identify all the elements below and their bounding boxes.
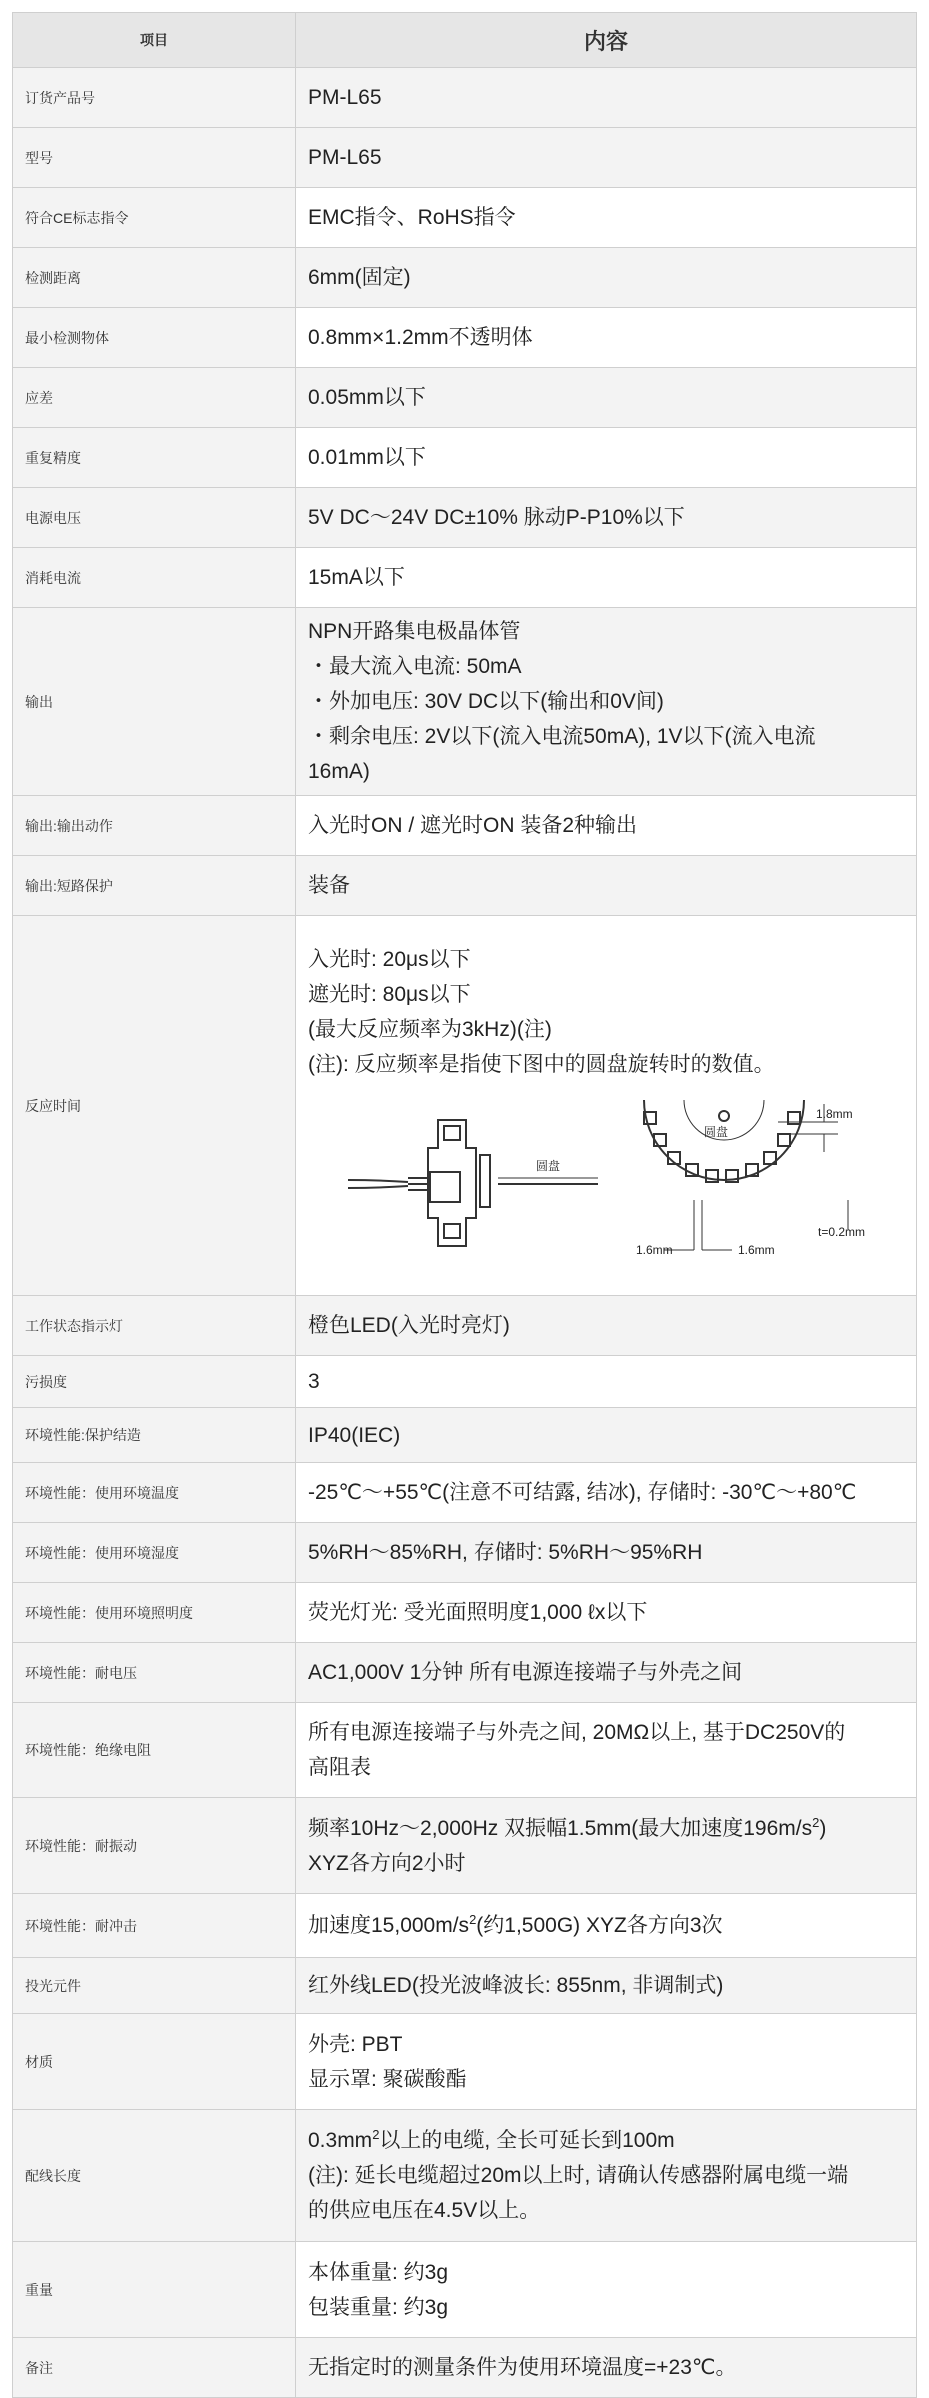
- row-key: 环境性能：使用环境照明度: [13, 1583, 296, 1643]
- row-key: 订货产品号: [13, 68, 296, 128]
- table-row: [13, 488, 917, 548]
- table-row: [13, 128, 917, 188]
- table-row: [13, 1894, 917, 1958]
- row-key: 应差: [13, 368, 296, 428]
- table-row: [13, 248, 917, 308]
- row-key: 重量: [13, 2242, 296, 2338]
- row-key: 投光元件: [13, 1958, 296, 2014]
- row-key: 符合CE标志指令: [13, 188, 296, 248]
- row-value: 装备: [296, 856, 917, 916]
- row-key: 反应时间: [13, 916, 296, 1296]
- row-value: PM-L65: [296, 68, 917, 128]
- row-key: 配线长度: [13, 2110, 296, 2242]
- wiring-text: 0.3mm: [308, 2129, 373, 2152]
- row-key: 备注: [13, 2338, 296, 2398]
- row-value: [296, 1894, 917, 1958]
- row-key: 污损度: [13, 1356, 296, 1408]
- row-value: PM-L65: [296, 128, 917, 188]
- wiring-rest: 以上的电缆, 全长可延长到100m: [379, 2129, 675, 2152]
- table-row: [13, 1296, 917, 1356]
- header-content: 内容: [296, 13, 917, 68]
- vibration-line: [308, 1811, 904, 1846]
- row-key: 输出: [13, 608, 296, 796]
- row-key: 重复精度: [13, 428, 296, 488]
- material-line: 显示罩: 聚碳酸酯: [308, 2067, 467, 2091]
- table-row: [13, 1408, 917, 1463]
- table-row: [13, 368, 917, 428]
- row-value: [296, 608, 917, 796]
- weight-line: 包装重量: 约3g: [308, 2295, 449, 2319]
- dim-left: 1.6mm: [636, 1242, 673, 1257]
- row-key: 输出:短路保护: [13, 856, 296, 916]
- table-row: [13, 308, 917, 368]
- response-line: 入光时: 20μs以下: [308, 947, 471, 971]
- row-value: [296, 1798, 917, 1894]
- row-value: 红外线LED(投光波峰波长: 855nm, 非调制式): [296, 1958, 917, 2014]
- row-value: [296, 916, 917, 1296]
- disk-label-right: 圆盘: [704, 1124, 729, 1139]
- row-value: EMC指令、RoHS指令: [296, 188, 917, 248]
- row-value: 3: [296, 1356, 917, 1408]
- row-key: 最小检测物体: [13, 308, 296, 368]
- row-key: 检测距离: [13, 248, 296, 308]
- material-line: 外壳: PBT: [308, 2032, 403, 2056]
- response-line: 遮光时: 80μs以下: [308, 982, 471, 1006]
- output-line: ・外加电压: 30V DC以下(输出和0V间): [308, 690, 664, 713]
- output-line: ・剩余电压: 2V以下(流入电流50mA), 1V以下(流入电流: [308, 725, 816, 748]
- vibration-close: ): [819, 1816, 827, 1840]
- table-row: [13, 1463, 917, 1523]
- row-key: 环境性能：耐电压: [13, 1643, 296, 1703]
- output-line: NPN开路集电极晶体管: [308, 620, 521, 643]
- row-value: [296, 1703, 917, 1798]
- wiring-note-line: 的供应电压在4.5V以上。: [308, 2199, 541, 2222]
- table-row: [13, 1643, 917, 1703]
- row-key: 环境性能：耐振动: [13, 1798, 296, 1894]
- table-row: [13, 856, 917, 916]
- spec-table: [12, 12, 917, 2398]
- row-value: 5V DC～24V DC±10% 脉动P-P10%以下: [296, 488, 917, 548]
- table-row: [13, 916, 917, 1296]
- row-value: 6mm(固定): [296, 248, 917, 308]
- table-row: [13, 1523, 917, 1583]
- table-row: [13, 2242, 917, 2338]
- disk-label-left: 圆盘: [536, 1158, 561, 1173]
- table-row: [13, 1958, 917, 2014]
- disk-diagram: [308, 1100, 908, 1270]
- row-value: [296, 2014, 917, 2110]
- table-row: [13, 1356, 917, 1408]
- table-row: [13, 2110, 917, 2242]
- row-value: 0.8mm×1.2mm不透明体: [296, 308, 917, 368]
- row-value: 无指定时的测量条件为使用环境温度=+23℃。: [296, 2338, 917, 2398]
- wiring-note-line: (注): 延长电缆超过20m以上时, 请确认传感器附属电缆一端: [308, 2164, 849, 2187]
- row-key: 型号: [13, 128, 296, 188]
- dim-top: 1.8mm: [816, 1106, 853, 1121]
- row-key: 环境性能:保护结造: [13, 1408, 296, 1463]
- table-row: [13, 428, 917, 488]
- dim-t: t=0.2mm: [818, 1224, 866, 1239]
- row-value: [296, 2110, 917, 2242]
- row-value: 5%RH～85%RH, 存储时: 5%RH～95%RH: [296, 1523, 917, 1583]
- impact-rest: (约1,500G) XYZ各方向3次: [476, 1914, 723, 1937]
- vibration-text: 频率10Hz～2,000Hz 双振幅1.5mm(最大加速度196m/s: [308, 1816, 813, 1840]
- row-key: 环境性能：使用环境温度: [13, 1463, 296, 1523]
- vibration-exponent: 2: [812, 1814, 820, 1830]
- row-key: 工作状态指示灯: [13, 1296, 296, 1356]
- row-key: 材质: [13, 2014, 296, 2110]
- row-value: -25℃～+55℃(注意不可结露, 结冰), 存储时: -30℃～+80℃: [296, 1463, 917, 1523]
- insulation-line: 高阻表: [308, 1756, 371, 1779]
- row-value: IP40(IEC): [296, 1408, 917, 1463]
- table-row: [13, 2338, 917, 2398]
- row-key: 环境性能：使用环境湿度: [13, 1523, 296, 1583]
- table-row: [13, 68, 917, 128]
- row-value: AC1,000V 1分钟 所有电源连接端子与外壳之间: [296, 1643, 917, 1703]
- table-row: [13, 1583, 917, 1643]
- output-line: 16mA): [308, 760, 370, 783]
- row-value: 入光时ON / 遮光时ON 装备2种输出: [296, 796, 917, 856]
- response-line: (注): 反应频率是指使下图中的圆盘旋转时的数值。: [308, 1052, 775, 1076]
- row-value: 0.01mm以下: [296, 428, 917, 488]
- vibration-line-2: XYZ各方向2小时: [308, 1851, 466, 1875]
- table-row: [13, 796, 917, 856]
- wiring-line: [308, 2123, 904, 2158]
- row-value: 15mA以下: [296, 548, 917, 608]
- table-row: [13, 188, 917, 248]
- row-value: 0.05mm以下: [296, 368, 917, 428]
- row-value: [296, 2242, 917, 2338]
- header-row: [13, 13, 917, 68]
- dim-right: 1.6mm: [738, 1242, 775, 1257]
- table-row: [13, 1798, 917, 1894]
- row-key: 环境性能：耐冲击: [13, 1894, 296, 1958]
- table-row: [13, 1703, 917, 1798]
- impact-exponent: 2: [469, 1912, 477, 1927]
- weight-line: 本体重量: 约3g: [308, 2260, 449, 2284]
- impact-text: 加速度15,000m/s: [308, 1914, 470, 1937]
- table-row: [13, 608, 917, 796]
- row-key: 输出:输出动作: [13, 796, 296, 856]
- wiring-exponent: 2: [372, 2127, 380, 2142]
- row-key: 电源电压: [13, 488, 296, 548]
- table-row: [13, 2014, 917, 2110]
- row-key: 消耗电流: [13, 548, 296, 608]
- row-value: 橙色LED(入光时亮灯): [296, 1296, 917, 1356]
- insulation-line: 所有电源连接端子与外壳之间, 20MΩ以上, 基于DC250V的: [308, 1721, 846, 1744]
- row-key: 环境性能：绝缘电阻: [13, 1703, 296, 1798]
- output-line: ・最大流入电流: 50mA: [308, 655, 522, 678]
- table-row: [13, 548, 917, 608]
- response-line: (最大反应频率为3kHz)(注): [308, 1017, 552, 1041]
- sensor-side-view: [348, 1120, 598, 1246]
- header-item: 项目: [13, 13, 296, 68]
- row-value: 荧光灯光: 受光面照明度1,000 ℓx以下: [296, 1583, 917, 1643]
